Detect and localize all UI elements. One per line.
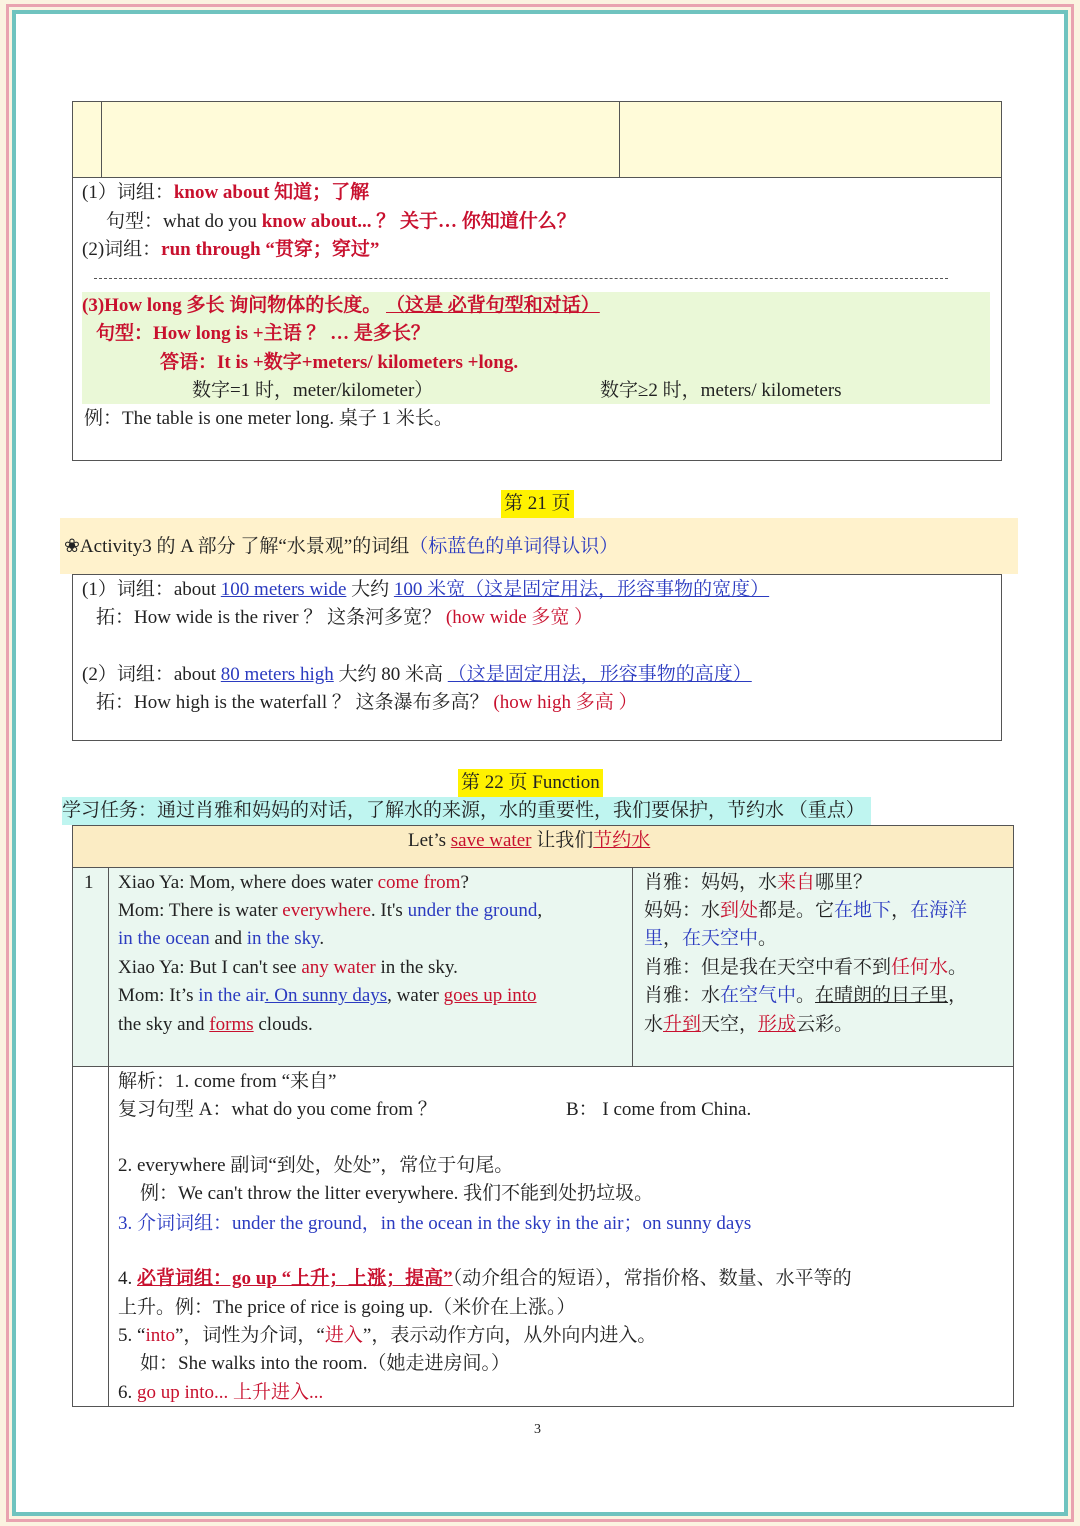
note-10: 6. go up into... 上升进入... <box>118 1382 324 1403</box>
en-line4: Xiao Ya: But I can't see any water in the sky. <box>118 957 458 978</box>
zh-line2: 妈妈：水到处都是。它在地下，在海洋 <box>644 900 968 921</box>
table1-top-row <box>73 102 1001 177</box>
note-2b: B： I come from China. <box>566 1099 752 1120</box>
divider <box>72 177 1002 178</box>
divider <box>72 1066 1014 1067</box>
note-3: 2. everywhere 副词“到处，处处”，常位于句尾。 <box>118 1155 514 1176</box>
zh-line5: 肖雅：水在空气中。在晴朗的日子里， <box>644 985 968 1006</box>
note-2a: 复习句型 A：what do you come from ？ <box>118 1099 437 1120</box>
t2-line3: (2）词组：about 80 meters high 大约 80 米高 （这是固定用法，形容事物的高度） <box>82 664 752 685</box>
divider <box>619 101 620 178</box>
en-line3: in the ocean and in the sky. <box>118 928 325 949</box>
t1-line4: (3)How long 多长 询问物体的长度。 （这是 必背句型和对话） <box>82 295 600 316</box>
divider <box>108 867 109 1407</box>
t2-line2: 拓：How wide is the river ？ 这条河多宽？ (how wide 多宽 ） <box>96 607 594 628</box>
note-9: 如：She walks into the room.（她走进房间。） <box>140 1353 510 1374</box>
t2-line4: 拓：How high is the waterfall ？ 这条瀑布多高？ (how high 多高 ） <box>96 692 638 713</box>
note-7: 上升。例：The price of rice is going up.（米价在上涨。） <box>118 1297 576 1318</box>
en-line6: the sky and forms clouds. <box>118 1014 313 1035</box>
activity-title: ❀Activity3 的 A 部分 了解“水景观”的词组（标蓝色的单词得认识） <box>64 536 619 557</box>
learning-task: 学习任务：通过肖雅和妈妈的对话，了解水的来源，水的重要性，我们要保护，节约水 （重点） <box>62 797 871 825</box>
note-6: 4. 必背词组：go up “上升；上涨；提高”（动介组合的短语），常指价格、数量、水平等的 <box>118 1268 852 1289</box>
en-line1: Xiao Ya: Mom, where does water come from? <box>118 872 469 893</box>
zh-line4: 肖雅：但是我在天空中看不到任何水。 <box>644 957 968 978</box>
en-line5: Mom: It’s in the air. On sunny days, water goes up into <box>118 985 537 1006</box>
table3-header: Let’s save water 让我们节约水 <box>408 830 651 851</box>
divider <box>632 867 633 1066</box>
t1-line1: (1）词组：know about 知道；了解 <box>82 182 370 203</box>
row-number: 1 <box>84 872 94 893</box>
note-4: 例：We can't throw the litter everywhere. 我们不能到处扔垃圾。 <box>140 1183 654 1204</box>
zh-line1: 肖雅：妈妈，水来自哪里？ <box>644 872 873 893</box>
t1-line5: 句型：How long is +主语 ？ … 是多长？ <box>96 323 430 344</box>
page-21-label: 第 21 页 <box>501 490 574 518</box>
zh-line3: 里，在天空中。 <box>644 928 778 949</box>
t1-line7b: 数字≥2 时，meters/ kilometers <box>600 380 842 401</box>
t1-line2: 句型：what do you know about... ？ 关于… 你知道什么？ <box>106 211 576 232</box>
t1-line7a: 数字=1 时，meter/kilometer） <box>192 380 434 401</box>
note-1: 解析：1. come from “来自” <box>118 1071 337 1092</box>
page-22-label: 第 22 页 Function <box>458 769 603 797</box>
t2-line1: (1）词组：about 100 meters wide 大约 100 米宽（这是固定用法，形容事物的宽度） <box>82 579 770 600</box>
note-5: 3. 介词词组：under the ground，in the ocean in the sky in the air；on sunny days <box>118 1213 752 1234</box>
note-8: 5. “into”，词性为介词，“进入”，表示动作方向，从外向内进入。 <box>118 1325 657 1346</box>
zh-line6: 水升到天空，形成云彩。 <box>644 1014 854 1035</box>
t1-line6: 答语：It is +数字+meters/ kilometers +long. <box>160 352 519 373</box>
page-number: 3 <box>534 1422 541 1437</box>
t1-line3: (2)词组：run through “贯穿；穿过” <box>82 239 380 260</box>
dashed-divider <box>94 278 948 279</box>
divider <box>101 101 102 178</box>
t1-example: 例：The table is one meter long. 桌子 1 米长。 <box>84 408 453 429</box>
en-line2: Mom: There is water everywhere. It's under the ground, <box>118 900 543 921</box>
